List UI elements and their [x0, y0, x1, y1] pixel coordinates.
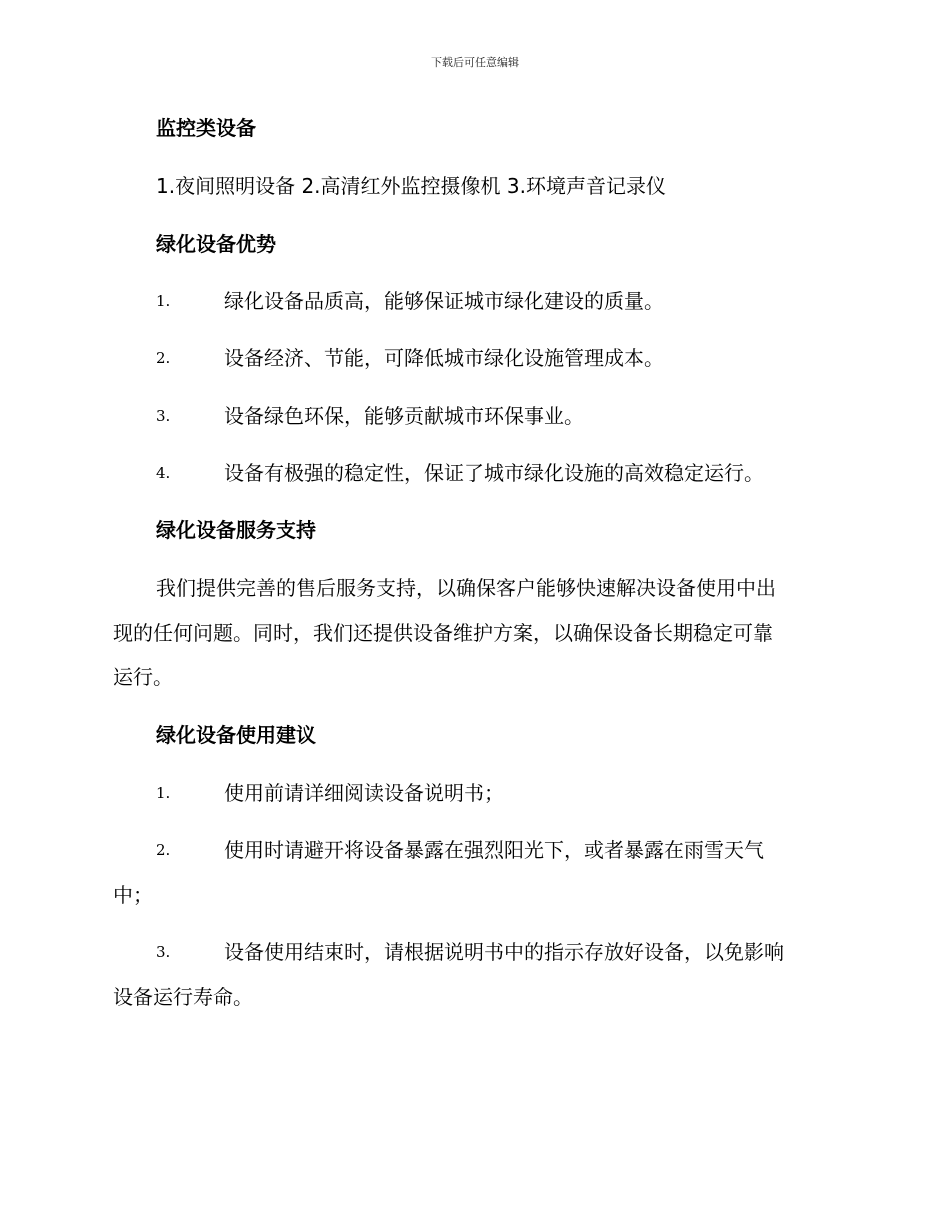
list-item-number: 1.: [156, 784, 171, 802]
list-item-number: 2.: [156, 349, 171, 367]
list-item-text: 使用前请详细阅读设备说明书；: [224, 781, 504, 805]
service-heading: 绿化设备服务支持: [156, 518, 316, 542]
list-item-number: 3.: [156, 943, 171, 961]
list-item-text: 设备使用结束时，请根据说明书中的指示存放好设备，以免影响: [224, 940, 784, 964]
service-paragraph-line: 现的任何问题。同时，我们还提供设备维护方案，以确保设备长期稳定可靠: [113, 621, 773, 645]
service-paragraph-line: 我们提供完善的售后服务支持，以确保客户能够快速解决设备使用中出: [156, 576, 776, 600]
list-item-number: 1.: [156, 292, 171, 310]
service-paragraph-line: 运行。: [113, 665, 173, 689]
list-item-continuation: 中；: [113, 883, 153, 907]
list-item-continuation: 设备运行寿命。: [113, 985, 253, 1009]
page-header-note: 下载后可任意编辑: [431, 56, 519, 69]
monitoring-body: 1.夜间照明设备 2.高清红外监控摄像机 3.环境声音记录仪: [156, 174, 666, 198]
list-item-text: 设备经济、节能，可降低城市绿化设施管理成本。: [224, 346, 664, 370]
usage-heading: 绿化设备使用建议: [156, 723, 316, 747]
list-item-text: 设备有极强的稳定性，保证了城市绿化设施的高效稳定运行。: [224, 461, 764, 485]
list-item-number: 2.: [156, 841, 171, 859]
list-item-number: 3.: [156, 407, 171, 425]
list-item-text: 绿化设备品质高，能够保证城市绿化建设的质量。: [224, 289, 664, 313]
list-item-text: 设备绿色环保，能够贡献城市环保事业。: [224, 404, 584, 428]
advantages-heading: 绿化设备优势: [156, 232, 276, 256]
list-item-number: 4.: [156, 464, 171, 482]
monitoring-heading: 监控类设备: [156, 116, 256, 140]
list-item-text: 使用时请避开将设备暴露在强烈阳光下，或者暴露在雨雪天气: [224, 838, 764, 862]
